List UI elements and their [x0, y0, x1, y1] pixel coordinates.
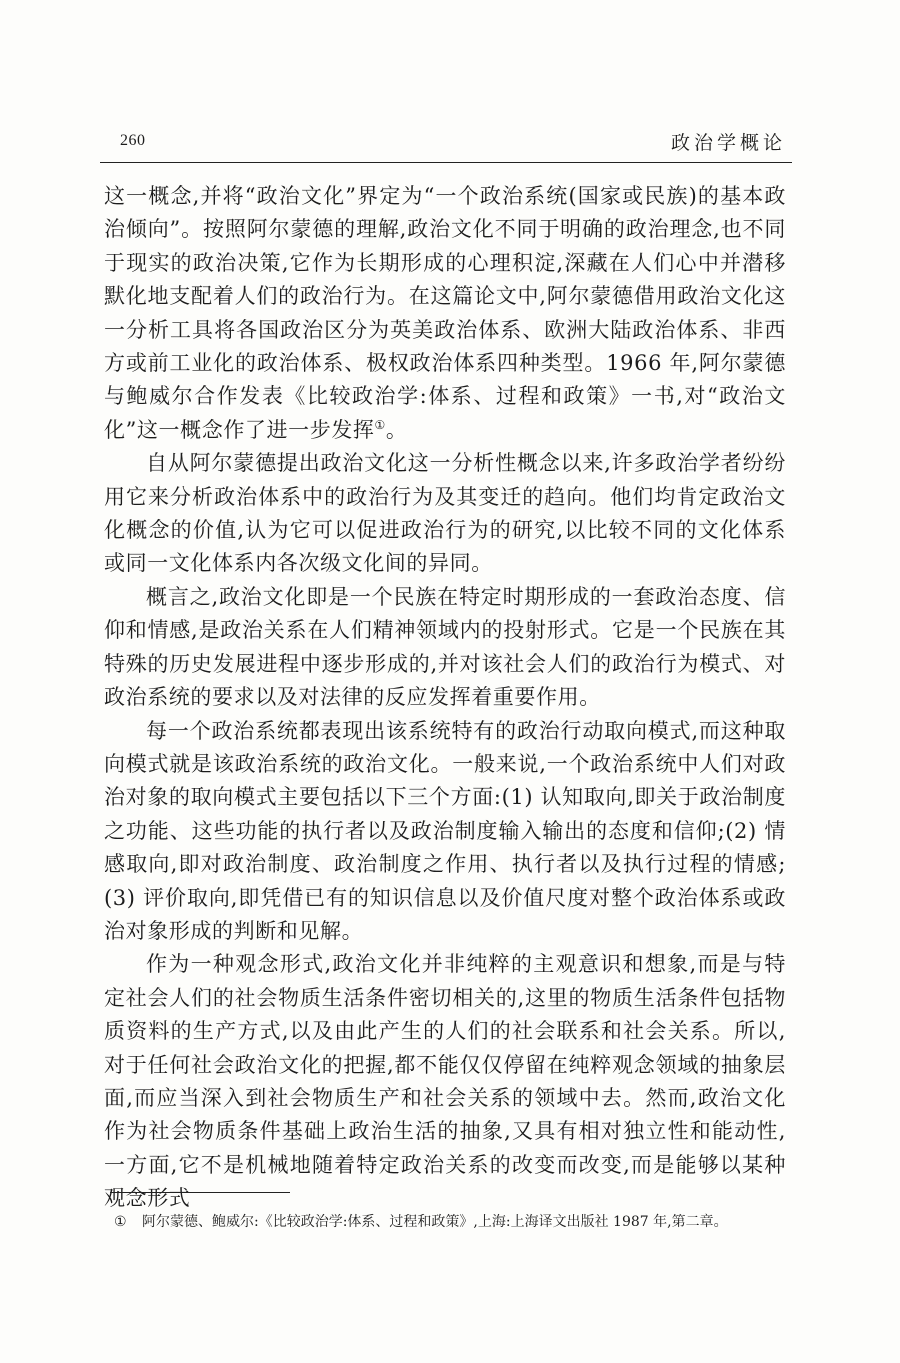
paragraph-1	[104, 180, 786, 447]
body-text	[104, 180, 786, 1216]
footnote-rule	[110, 1192, 290, 1193]
footnote-text: 阿尔蒙德、鲍威尔:《比较政治学:体系、过程和政策》,上海:上海译文出版社 1987 年,第二章。	[142, 1214, 728, 1230]
paragraph-1-end: 。	[385, 417, 408, 442]
running-title: 政治学概论	[670, 132, 786, 154]
paragraph-2: 自从阿尔蒙德提出政治文化这一分析性概念以来,许多政治学者纷纷用它来分析政治体系中的政治行为及其变迁的趋向。他们均肯定政治文化概念的价值,认为它可以促进政治行为的研究,以比较不同的文化体系或同一文化体系内各次级文化间的异同。	[104, 451, 786, 576]
footnote	[114, 1212, 804, 1232]
paragraph-5: 作为一种观念形式,政治文化并非纯粹的主观意识和想象,而是与特定社会人们的社会物质生活条件密切相关的,这里的物质生活条件包括物质资料的生产方式,以及由此产生的人们的社会联系和社会关系。所以,对于任何社会政治文化的把握,都不能仅仅停留在纯粹观念领域的抽象层面,而应当深入到社会物质生产和社会关系的领域中去。然而,政治文化作为社会物质条件基础上政治生活的抽象,又具有相对独立性和能动性,一方面,它不是机械地随着特定政治关系的改变而改变,而是能够以某种观念形式	[104, 952, 786, 1211]
footnote-marker: ①	[114, 1214, 127, 1230]
paragraph-3: 概言之,政治文化即是一个民族在特定时期形成的一套政治态度、信仰和情感,是政治关系在人们精神领域内的投射形式。它是一个民族在其特殊的历史发展进程中逐步形成的,并对该社会人们的政治行为模式、对政治系统的要求以及对法律的反应发挥着重要作用。	[104, 584, 786, 710]
paragraph-1-text: 这一概念,并将“政治文化”界定为“一个政治系统(国家或民族)的基本政治倾向”。按照阿尔蒙德的理解,政治文化不同于明确的政治理念,也不同于现实的政治决策,它作为长期形成的心理积淀,深藏在人们心中并潜移默化地支配着人们的政治行为。在这篇论文中,阿尔蒙德借用政治文化这一分析工具将各国政治区分为英美政治体系、欧洲大陆政治体系、非西方或前工业化的政治体系、极权政治体系四种类型。1966 年,阿尔蒙德与鲍威尔合作发表《比较政治学:体系、过程和政策》一书,对“政治文化”这一概念作了进一步发挥	[104, 184, 786, 442]
page-header	[100, 124, 790, 160]
header-rule	[100, 162, 792, 163]
paragraph-4: 每一个政治系统都表现出该系统特有的政治行动取向模式,而这种取向模式就是该政治系统的政治文化。一般来说,一个政治系统中人们对政治对象的取向模式主要包括以下三个方面:(1) 认知取向,即关于政治制度之功能、这些功能的执行者以及政治制度输入输出的态度和信仰;(2) 情感取向,即对政治制度、政治制度之作用、执行者以及执行过程的情感;(3) 评价取向,即凭借已有的知识信息以及价值尺度对整个政治体系或政治对象形成的判断和见解。	[104, 718, 786, 943]
footnote-reference[interactable]: ①	[374, 417, 386, 432]
page-number: 260	[120, 132, 146, 149]
